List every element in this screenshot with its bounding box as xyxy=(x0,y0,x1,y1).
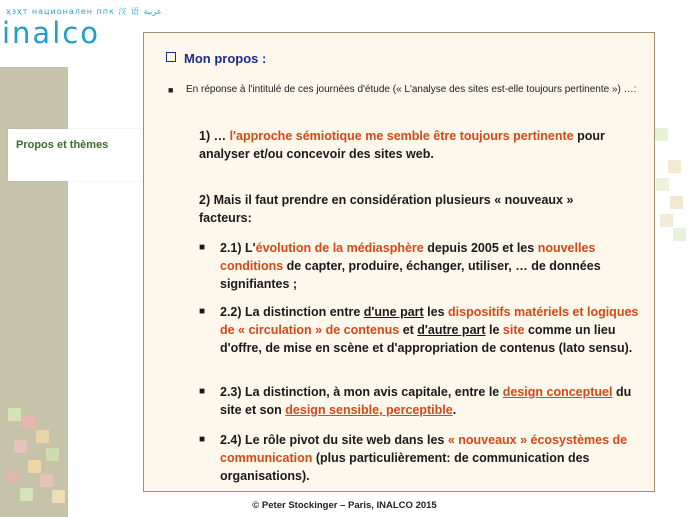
square-bullet-icon: ■ xyxy=(168,85,174,95)
section-label-box xyxy=(8,129,148,181)
point-2-3: ■ 2.3) La distinction, à mon avis capitale, entre le design conceptuel du site et son design sensible, perceptible. xyxy=(199,385,632,417)
square-bullet-icon: ■ xyxy=(199,434,206,445)
inalco-logo: inalco xyxy=(2,16,100,50)
point-2: 2) Mais il faut prendre en considération plusieurs « nouveaux » facteurs: xyxy=(199,193,574,225)
footer-credit: © Peter Stockinger – Paris, INALCO 2015 xyxy=(252,500,437,511)
point-2-1: ■ 2.1) L'évolution de la médiasphère depuis 2005 et les nouvelles conditions de capter, produire, échanger, utiliser, … de données signifiantes ; xyxy=(199,241,601,291)
heading-text: Mon propos : xyxy=(184,51,267,66)
square-bullet-icon: ■ xyxy=(199,386,206,397)
panel-heading xyxy=(166,51,266,66)
checkbox-bullet-icon xyxy=(166,52,176,62)
square-bullet-icon: ■ xyxy=(199,306,206,317)
point-2-4: ■ 2.4) Le rôle pivot du site web dans les « nouveaux » écosystèmes de communication (plus particulièrement: de communication des organisations). xyxy=(199,433,628,483)
content-panel xyxy=(143,32,655,492)
point-1: 1) … l'approche sémiotique me semble être toujours pertinente pour analyser et/ou concevoir des sites web. xyxy=(199,129,605,161)
intro-paragraph xyxy=(168,83,638,97)
point-2-2: ■ 2.2) La distinction entre d'une part les dispositifs matériels et logiques de « circulation » de contenus et d'autre part le site comme un lieu d'offre, de mise en scène et d'appropriation de contenus (lato sensu). xyxy=(199,305,639,355)
logo-scripts: ҳзҳт национален ппк 汉 语 عربية xyxy=(6,7,162,16)
intro-text: En réponse à l'intitulé de ces journées d'étude (« L'analyse des sites est-elle toujours pertinente ») …: xyxy=(186,84,637,95)
square-bullet-icon: ■ xyxy=(199,242,206,253)
section-label: Propos et thèmes xyxy=(16,139,109,151)
